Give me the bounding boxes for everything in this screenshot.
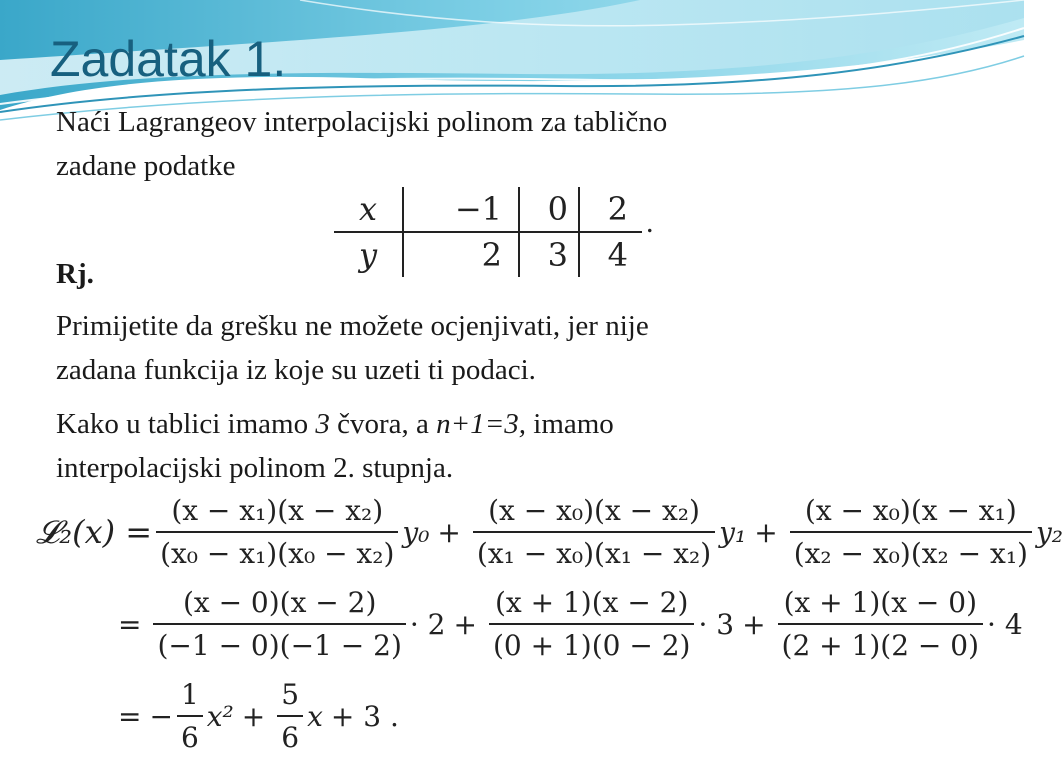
nodes-mid: čvora, a [329, 408, 437, 440]
intro-line-2: zadane podatke [56, 150, 236, 182]
frac-1-2-num: (x − x₀)(x − x₂) [488, 494, 700, 527]
table-row-y [334, 232, 642, 277]
term-x: x [307, 699, 323, 733]
formula-line-1: 𝓛₂(x) = $\frac{\text{(x − x₁)(x − x₂)}}{\text{(x₀ − x₁)(x₀ − x₂)}}$ y₀ + $\frac{\text{(x − x₀)(x − x₂)}}{\text{(x₁ − x₀)(x₁ − x₂)}}$ y₁ + $\frac{\text{(x − x₀)(x − x₁)}}{\text{(x₂ − x₀)(x₂ − x₁)}}$ y₂ [36, 494, 1063, 570]
term-y0: y₀ [402, 515, 430, 549]
y-value-1: 3 [519, 232, 579, 277]
note-line-1: Primijetite da grešku ne možete ocjenjivati, jer nije [56, 310, 649, 342]
frac-3-2-den: 6 [277, 715, 303, 754]
frac-3-2 [277, 678, 303, 754]
x-value-1: 0 [519, 187, 579, 232]
frac-2-1 [153, 586, 405, 662]
y-value-2: 4 [607, 236, 628, 274]
data-table [334, 187, 642, 277]
nodes-equation: n+1=3, [436, 408, 527, 440]
frac-2-2 [489, 586, 694, 662]
frac-1-2-den: (x₁ − x₀)(x₁ − x₂) [473, 531, 715, 570]
frac-1-3-den: (x₂ − x₀)(x₂ − x₁) [790, 531, 1032, 570]
frac-2-2-num: (x + 1)(x − 2) [494, 586, 689, 619]
nodes-prefix: Kako u tablici imamo [56, 408, 316, 440]
lagrange-formula [30, 488, 1063, 766]
mult-2: · 2 [409, 607, 446, 641]
nodes-count: 3 [315, 408, 330, 440]
frac-1-1 [156, 494, 398, 570]
frac-2-2-den: (0 + 1)(0 − 2) [489, 623, 694, 662]
frac-2-1-num: (x − 0)(x − 2) [182, 586, 377, 619]
x-value-0: −1 [403, 187, 519, 232]
x-value-2: 2 [579, 187, 642, 232]
x-label: x [334, 187, 403, 232]
nodes-line-2: interpolacijski polinom 2. stupnja. [56, 452, 454, 484]
frac-2-3-num: (x + 1)(x − 0) [783, 586, 977, 619]
formula-lhs: 𝓛₂(x) = [36, 512, 153, 551]
term-y1: y₁ [719, 515, 747, 549]
frac-1-2 [473, 494, 715, 570]
frac-2-3 [778, 586, 983, 662]
frac-3-1 [177, 678, 203, 754]
rj-label: Rj. [56, 258, 94, 290]
slide-title: Zadatak 1. [50, 31, 287, 87]
frac-1-1-den: (x₀ − x₁)(x₀ − x₂) [156, 531, 398, 570]
nodes-text [56, 402, 614, 490]
intro-text [56, 100, 667, 188]
frac-1-3-num: (x − x₀)(x − x₁) [804, 494, 1017, 527]
data-table-image [326, 185, 650, 287]
mult-4: · 4 [987, 607, 1023, 641]
table-row-x [334, 187, 642, 232]
table-trailing-dot: . [646, 206, 654, 239]
nodes-suffix: imamo [526, 408, 614, 440]
mult-3: · 3 [698, 607, 735, 641]
term-y2: y₂ [1035, 515, 1063, 549]
formula-line-3: = − $\frac{1}{6}$ x² + $\frac{5}{6}$ x + 3 . [118, 678, 399, 754]
frac-3-2-num: 5 [281, 678, 300, 711]
note-text [56, 304, 649, 392]
term-x-squared: x² [206, 699, 234, 733]
y-value-0: 2 [403, 232, 519, 277]
y-label: y [334, 232, 403, 277]
note-line-2: zadana funkcija iz koje su uzeti ti podaci. [56, 354, 536, 386]
formula-line-2: = $\frac{(x - 0)(x - 2)}{(-1 - 0)(-1 - 2)}$ · 2 + $\frac{(x + 1)(x - 2)}{(0 + 1)(0 - 2)}$ · 3 + $\frac{(x + 1)(x - 0)}{(2 + 1)(2 - 0)}$ · 4 [118, 586, 1023, 662]
frac-3-1-den: 6 [177, 715, 203, 754]
frac-2-3-den: (2 + 1)(2 − 0) [778, 623, 983, 662]
intro-line-1: Naći Lagrangeov interpolacijski polinom za tablično [56, 106, 668, 138]
frac-1-1-num: (x − x₁)(x − x₂) [171, 494, 384, 527]
frac-1-3 [790, 494, 1032, 570]
frac-2-1-den: (−1 − 0)(−1 − 2) [153, 623, 405, 662]
term-constant: + 3 . [330, 699, 399, 733]
frac-3-1-num: 1 [180, 678, 199, 711]
